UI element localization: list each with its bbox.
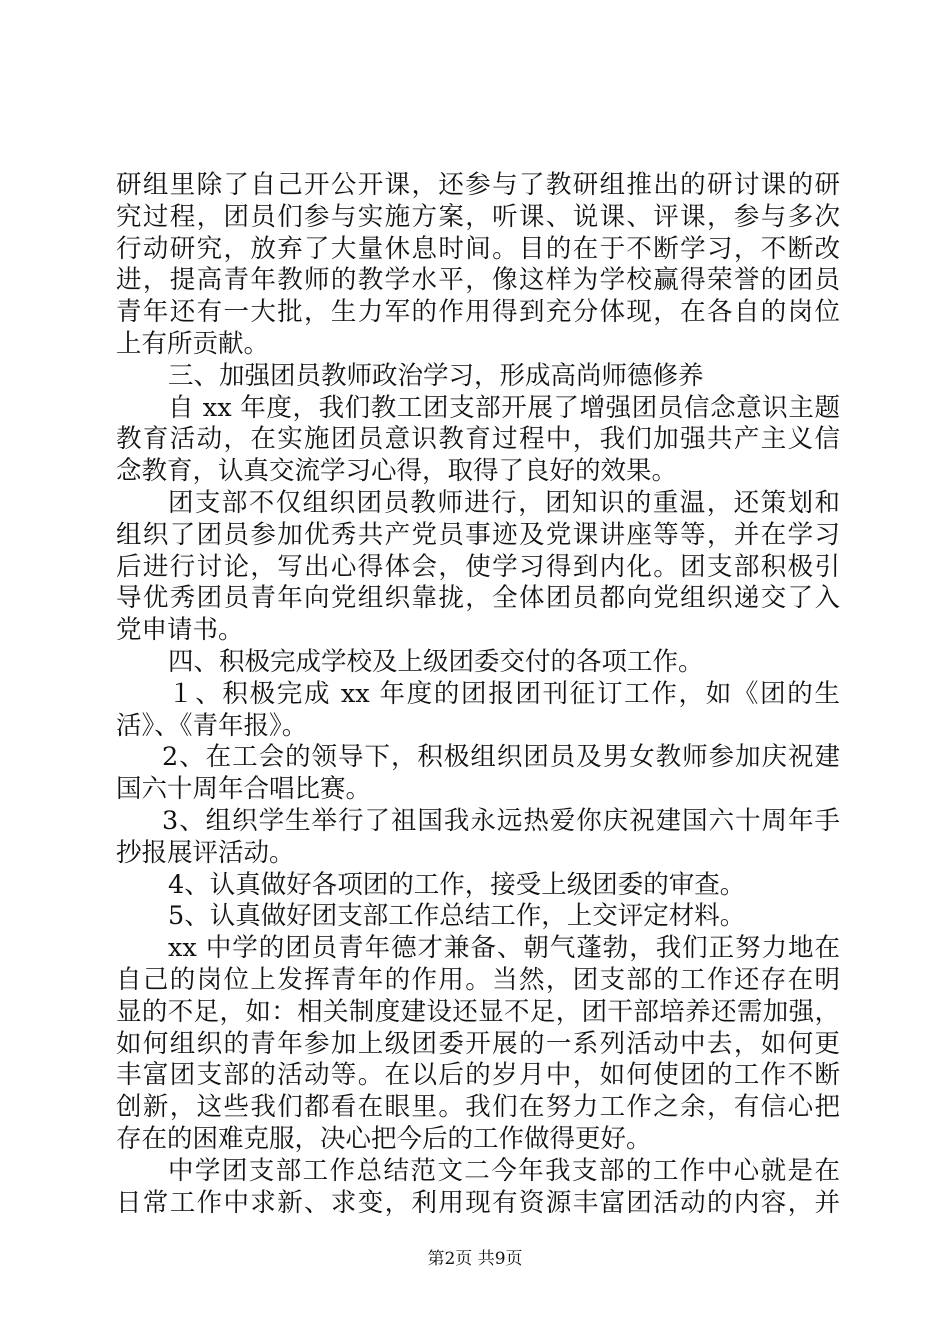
text-line: 究过程，团员们参与实施方案，听课、说课、评课，参与多次	[116, 201, 840, 232]
text-line: 后进行讨论，写出心得体会，使学习得到内化。团支部积极引	[116, 551, 840, 582]
text-line: 国六十周年合唱比赛。	[116, 774, 372, 805]
text-line: 进，提高青年教师的教学水平，像这样为学校赢得荣誉的团员	[116, 265, 840, 296]
page-number: 第2页 共9页	[427, 1249, 523, 1269]
page-footer	[0, 1244, 950, 1269]
text-line: １、积极完成 xx 年度的团报团刊征订工作，如《团的生	[168, 678, 840, 709]
text-line: 团支部不仅组织团员教师进行，团知识的重温，还策划和	[168, 487, 840, 518]
text-line: 3、组织学生举行了祖国我永远热爱你庆祝建国六十周年手	[162, 805, 840, 836]
text-line: 活》、《青年报》。	[116, 710, 308, 741]
text-line: 抄报展评活动。	[116, 837, 295, 868]
text-line: 自己的岗位上发挥青年的作用。当然，团支部的工作还存在明	[116, 964, 840, 995]
text-line: 研组里除了自己开公开课，还参与了教研组推出的研讨课的研	[116, 170, 840, 200]
text-line: 自 xx 年度，我们教工团支部开展了增强团员信念意识主题	[168, 392, 840, 423]
text-line: 4、认真做好各项团的工作，接受上级团委的审查。	[168, 869, 746, 900]
text-line: 日常工作中求新、求变，利用现有资源丰富团活动的内容，并	[116, 1187, 840, 1218]
text-line: 创新，这些我们都看在眼里。我们在努力工作之余，有信心把	[116, 1092, 840, 1123]
text-line: 中学团支部工作总结范文二今年我支部的工作中心就是在	[168, 1155, 840, 1186]
text-line: 如何组织的青年参加上级团委开展的一系列活动中去，如何更	[116, 1028, 840, 1059]
text-line: 教育活动，在实施团员意识教育过程中，我们加强共产主义信	[116, 424, 840, 455]
text-line: 青年还有一大批，生力军的作用得到充分体现，在各自的岗位	[116, 297, 840, 328]
text-line: 四、积极完成学校及上级团委交付的各项工作。	[168, 646, 704, 677]
text-line: 党申请书。	[116, 615, 244, 646]
text-line: 上有所贡献。	[116, 328, 270, 359]
text-line: 2、在工会的领导下，积极组织团员及男女教师参加庆祝建	[162, 742, 840, 773]
text-line: 导优秀团员青年向党组织靠拢，全体团员都向党组织递交了入	[116, 583, 840, 614]
text-line: 组织了团员参加优秀共产党员事迹及党课讲座等等，并在学习	[116, 519, 840, 550]
text-line: 三、加强团员教师政治学习，形成高尚师德修养	[168, 360, 704, 391]
text-line: 念教育，认真交流学习心得，取得了良好的效果。	[116, 456, 678, 487]
text-line: xx 中学的团员青年德才兼备、朝气蓬勃，我们正努力地在	[168, 933, 840, 964]
text-line: 5、认真做好团支部工作总结工作，上交评定材料。	[168, 901, 746, 932]
text-line: 存在的困难克服，决心把今后的工作做得更好。	[116, 1123, 652, 1154]
text-line: 行动研究，放弃了大量休息时间。目的在于不断学习，不断改	[116, 233, 840, 264]
document-body	[116, 170, 840, 1219]
text-line: 显的不足，如：相关制度建设还显不足，团干部培养还需加强，	[116, 996, 840, 1027]
text-line: 丰富团支部的活动等。在以后的岁月中，如何使团的工作不断	[116, 1060, 840, 1091]
